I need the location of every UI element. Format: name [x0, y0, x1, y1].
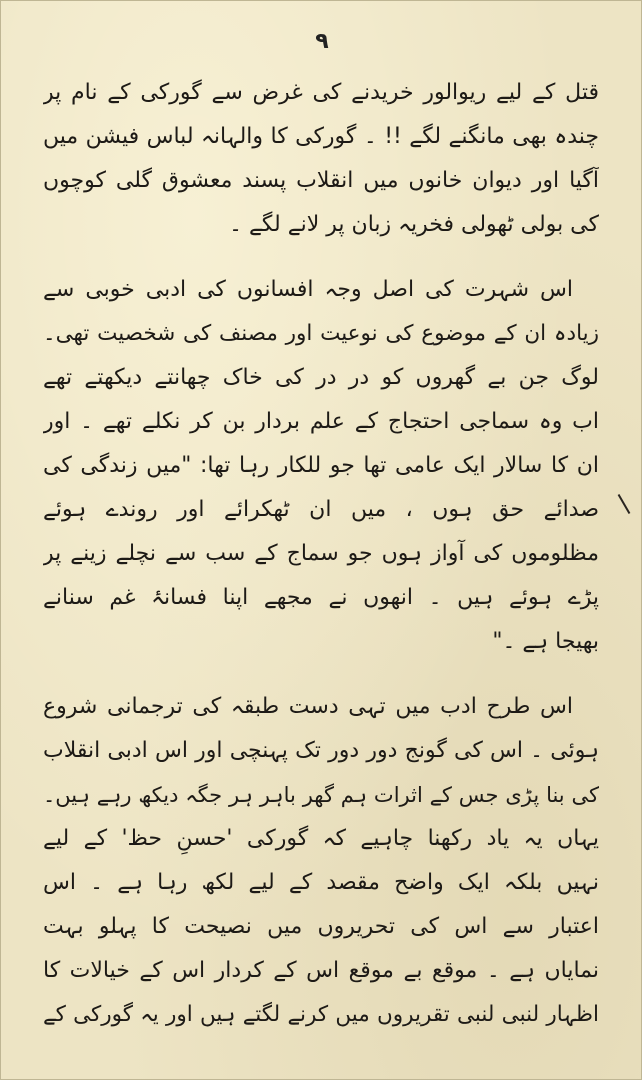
text-line: کی بنا پڑی جس کے اثرات ہم گھر باہر ہر جگہ دیکھ رہے ہیں۔: [43, 783, 599, 807]
paragraph-gap: [43, 664, 599, 685]
text-line: قتل کے لیے ریوالور خریدنے کی غرض سے گورکی کے نام پر: [43, 80, 599, 105]
text-line: چندہ بھی مانگنے لگے !! ۔ گورکی کا والہانہ لباس فیشن میں: [43, 124, 599, 149]
paragraph-3: [43, 685, 599, 1037]
text-line: اظہار لنبی لنبی تقریروں میں کرنے لگتے ہیں اور یہ گورکی کے: [43, 1002, 599, 1027]
text-line: ان کا سالار ایک عامی تھا جو للکار رہا تھا: "میں زندگی کی: [43, 453, 599, 478]
text-line: ہوئی ۔ اس کی گونج دور دور تک پہنچی اور اس ادبی انقلاب: [43, 738, 599, 763]
text-line: اعتبار سے اس کی تحریروں میں نصیحت کا پہلو بہت: [43, 914, 599, 939]
text-line: اس طرح ادب میں تہی دست طبقہ کی ترجمانی شروع: [43, 694, 573, 719]
page-number: ۹: [315, 29, 329, 54]
paragraph-2: [43, 268, 599, 664]
text-line: آگیا اور دیوان خانوں میں انقلاب پسند معشوق گلی کوچوں: [43, 168, 599, 193]
text-line: زیادہ ان کے موضوع کی نوعیت اور مصنف کی شخصیت تھی۔: [43, 321, 599, 346]
margin-pencil-mark: [618, 494, 631, 514]
text-line: صدائے حق ہوں ، میں ان ٹھکرائے اور روندے ہوئے: [43, 497, 599, 522]
text-line: اس شہرت کی اصل وجہ افسانوں کی ادبی خوبی سے: [43, 277, 573, 302]
text-line: لوگ جن بے گھروں کو در در کی خاک چھانتے دیکھتے تھے: [43, 365, 599, 390]
paragraph-1: [43, 71, 599, 247]
body-text: [43, 71, 599, 1037]
text-line: نمایاں ہے ۔ موقع بے موقع اس کے کردار اس کے خیالات کا: [43, 958, 599, 983]
paragraph-gap: [43, 247, 599, 268]
text-line: یہاں یہ یاد رکھنا چاہیے کہ گورکی 'حسنِ حظ' کے لیے: [43, 826, 599, 851]
text-line: نہیں بلکہ ایک واضح مقصد کے لیے لکھ رہا ہے ۔ اس: [43, 870, 599, 895]
text-line: بھیجا ہے ۔": [492, 629, 599, 654]
text-line: پڑے ہوئے ہیں ۔ انھوں نے مجھے اپنا فسانۂ غم سنانے: [43, 585, 599, 610]
text-line: مظلوموں کی آواز ہوں جو سماج کے سب سے نچلے زینے پر: [43, 541, 599, 566]
text-line: اب وہ سماجی احتجاج کے علم بردار بن کر نکلے تھے ۔ اور: [43, 409, 599, 434]
text-line: کی بولی ٹھولی فخریہ زبان پر لانے لگے ۔: [229, 212, 599, 237]
